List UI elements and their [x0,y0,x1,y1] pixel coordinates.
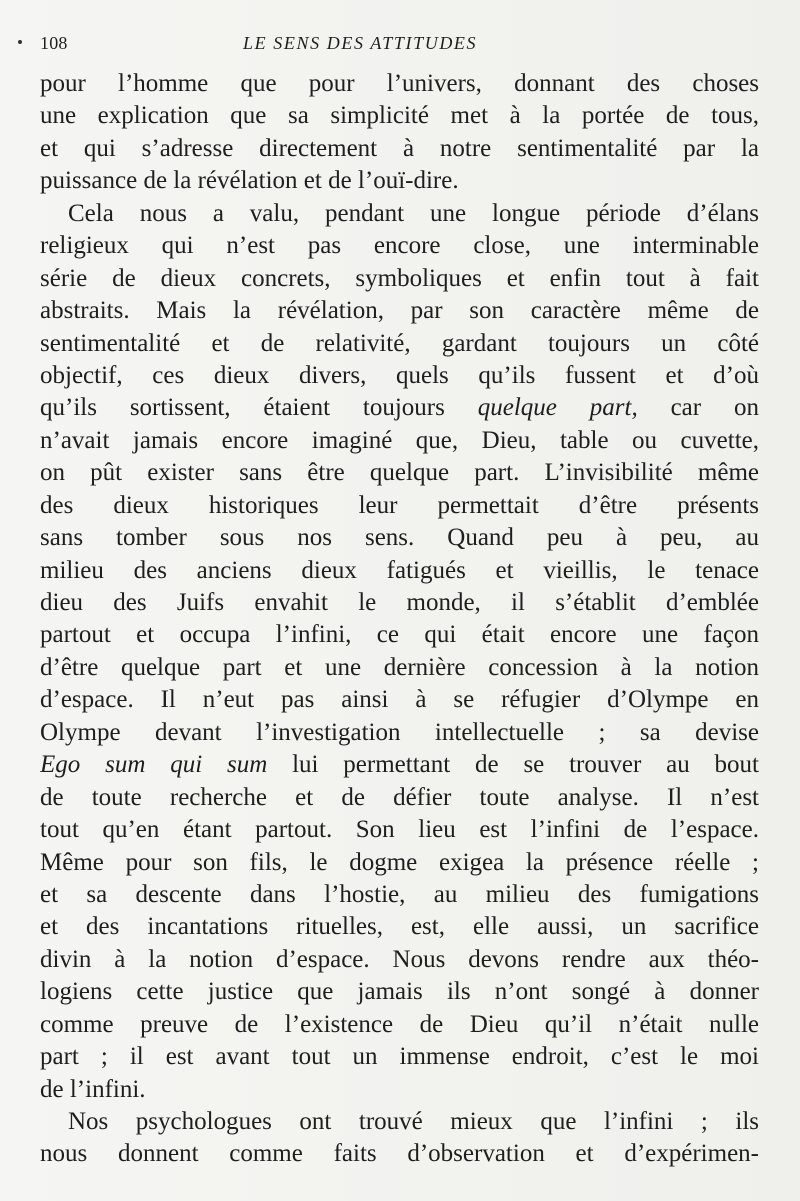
text-segment: lui permettant de se trouver au bout [267,751,759,779]
text-line: dieu des Juifs envahit le monde, il s’établit d’emblée [40,589,759,616]
text-line [40,749,759,781]
text-line: une explication que sa simplicité met à la portée de tous, [40,102,759,130]
text-line: partout et occupa l’infini, ce qui était encore une façon [40,621,759,649]
text-segment: car on [637,394,759,422]
text-line: Nos psychologues ont trouvé mieux que l’infini ; ils [68,1108,759,1135]
text-line: religieux qui n’est pas encore close, une interminable [40,232,759,260]
text-line: divin à la notion d’espace. Nous devons rendre aux théo- [40,945,759,973]
text-line [40,392,759,424]
text-line: milieu des anciens dieux fatigués et vieillis, le tenace [40,556,759,584]
text-line: puissance de la révélation et de l’ouï-dire. [40,167,459,195]
italic-phrase: quelque part, [477,394,638,422]
text-segment: qu’ils sortissent, étaient toujours [40,394,478,422]
text-line: pour l’homme que pour l’univers, donnant des choses [40,70,759,97]
text-line: série de dieux concrets, symboliques et enfin tout à fait [40,264,759,292]
text-line: abstraits. Mais la révélation, par son caractère même de [40,297,759,325]
text-line: part ; il est avant tout un immense endroit, c’est le moi [40,1043,759,1071]
text-line: objectif, ces dieux divers, quels qu’ils fussent et d’où [40,361,759,389]
text-line: comme preuve de l’existence de Dieu qu’il n’était nulle [40,1010,759,1038]
text-line: n’avait jamais encore imaginé que, Dieu, table ou cuvette, [40,426,759,454]
text-line: d’être quelque part et une dernière concession à la notion [40,653,759,681]
text-line: et des incantations rituelles, est, elle aussi, un sacrifice [40,913,759,941]
text-line: de l’infini. [40,1075,146,1103]
text-line: Olympe devant l’investigation intellectuelle ; sa devise [40,718,759,746]
margin-dot [18,40,22,44]
text-line: on pût exister sans être quelque part. L’invisibilité même [40,459,759,487]
text-line: sans tomber sous nos sens. Quand peu à peu, au [40,524,759,552]
text-line: et sa descente dans l’hostie, au milieu des fumigations [40,880,759,908]
text-line: et qui s’adresse directement à notre sentimentalité par la [40,134,759,162]
italic-phrase: Ego sum qui sum [40,751,268,779]
text-line: de toute recherche et de défier toute analyse. Il n’est [40,783,759,811]
text-line: logiens cette justice que jamais ils n’ont songé à donner [40,978,759,1006]
page-header [40,29,742,61]
text-line: sentimentalité et de relativité, gardant toujours un côté [40,329,759,357]
text-line: tout qu’en étant partout. Son lieu est l’infini de l’espace. [40,816,759,844]
text-line: d’espace. Il n’eut pas ainsi à se réfugier d’Olympe en [40,686,759,714]
text-line: Même pour son fils, le dogme exigea la présence réelle ; [40,848,759,876]
text-line: nous donnent comme faits d’observation et d’expérimen- [40,1140,759,1168]
text-line: des dieux historiques leur permettait d’être présents [40,491,759,519]
body-text [40,68,759,1171]
running-title: LE SENS DES ATTITUDES [243,33,478,53]
page-number: 108 [40,33,68,53]
text-line: Cela nous a valu, pendant une longue période d’élans [68,199,759,227]
